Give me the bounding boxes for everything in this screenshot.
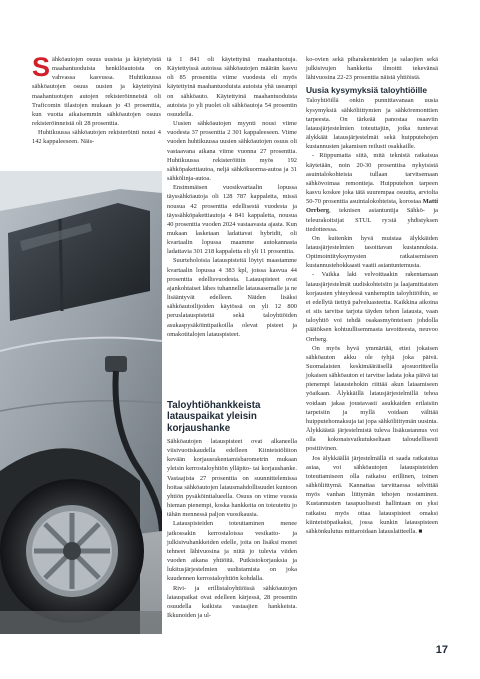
paragraph: Huhtikuussa sähköautojen rekisteröinti nousi 4 142 kappaleeseen. Näis-: [32, 129, 161, 146]
intro-text: ähköautojen osuus uusista ja käytetyistä maahantuoduista henkilöautoista on vahvassa kasvussa. Huhtikuussa sähköautojen osuus uusien ja käytettyinä maahantuotujen autojen rekisteröinneistä oli Traficomin tilastojen mukaan jo 43 prosenttia, kun vuotta aikaisemmin sähköautojen osuus rekisteröinneistä oli 28 prosenttia.: [32, 56, 161, 128]
paragraph: [306, 454, 438, 536]
paragraph: Sähköautojen latauspisteet ovat alkaneella viisivuotiskaudella edelleen Kiinteistöliiton kevään korjausrakentamisbarometrin mukaan yleisin kerrostaloyhtiön ylläpito- tai korjaushanke. Vastaajista 27 prosenttia on suunnittelemissa hoitaa sähköautojen latausmahdollisuudet kuntoon yhtiön pysäköintialueella. Osuus on viime vuosia hieman pienempi, koska hankkeita on toteutettu jo tähän mennessä paljon vuosikausia.: [167, 438, 297, 519]
section-heading: Uusia kysymyksiä taloyhtiöille: [306, 85, 428, 96]
drop-cap: S: [32, 52, 51, 82]
quote-text-tail: , teknisen asiantuntija Sähkö- ja teleurakoitsijat STUL ry:stä yhdistyksen tiedotteessa.: [306, 207, 438, 233]
section-heading: Taloyhtiöhankkeista latauspaikat yleisin korjaushanke: [167, 400, 261, 434]
author-name: Matti Orrberg: [306, 198, 438, 215]
paragraph: Uusien sähköautojen myynti nousi viime vuodesta 37 prosenttia 2 301 kappaleeseen. Viime vuoden huhtikuussa uusien sähköautojen osuus oli vastaavana aikana viime vuonna 27 prosenttia. Huhtikuussa rekisteröitiin myös 192 sähköpakettiautoa, neljä sähkökuorma-autoa ja 31 sähkölinja-autoa.: [167, 120, 297, 183]
paragraph: On kuitenkin hyvä muistaa älykkäiden latausjärjestelmien tasoittavan kustannuksia. Optimointityksymysten ratkaisemiseen kustannustehokkaasti vaatii asiantuntemusta.: [306, 234, 438, 270]
end-mark: ■: [418, 527, 423, 535]
paragraph: Ensimmäisen vuosikvartaalin lopussa täyssähköautoja oli 128 787 kappaletta, missä nousua 42 prosenttia edellisestä vuodesta ja täyssähköpakettiautoja 4 841 kappaletta, nousua 40 prosenttia vuoden 2024 vastaavasta ajasta. Kun mukaan lasketaan ladattavat hybridit, oli kvartaalin lopussa maamme autokannasta ladattavia 301 218 kappaletta eli yli 11 prosenttia.: [167, 184, 297, 256]
page-number: 17: [435, 644, 448, 656]
paragraph: ko-ovien sekä piharakenteiden ja salaojien sekä julkisivujen hankkeita ilmoitti tekevänsä lähivuosina 22-23 prosenttia näistä yhtiöistä.: [306, 56, 438, 82]
intro-paragraph: [32, 52, 161, 128]
quote-text: - Riippumatta siitä, mitä teknistä ratkaisua käytetään, noin 20-30 prosenttisa nykyisistä asuintalokohteista tullaan tarvitsemaan sähkövoimaa remontteja. Huipputehon tarpeen kasvu koskee joka tätä suurempaa osuutta, arviolta 50-70 prosenttia asuintalokohteista, korostaa: [306, 152, 438, 206]
paragraph: tä 1 841 oli käytettyinä maahantuotuja. Käytettyissä autoissa sähköautojen määrän kasvu oli 85 prosenttia viime vuodesta eli myös käytettyinä maahantuoduista autoista yhä useampi on sähköauto. Käytettyinä maahantuoduista autoista jo yli puolet oli sähköautoja 54 prosentin osuudella.: [167, 56, 297, 118]
paragraph: Rivi- ja erillistaloyhtiöissä sähköautojen latauspaikat ovat edelleen kärjessä, 28 prosentin osuudella kaikista vastaajien hankkeista. Ikkunoiden ja ul-: [167, 584, 297, 619]
column-1: [32, 52, 161, 147]
paragraph: On myös hyvä ymmärtää, ettei jokaisen sähköauton akku ole tyhjä joka päivä. Suomalaisten keskimääräisellä ajosuoritteella jokaisen sähköauton ei tarvitse ladata joka päivä tai pienempi lataustehokin riittää akun lataamiseen yöaikaan. Älykkäillä latausjärjestelmillä tehoa voidaan jakaa joustavasti asukkaiden erilaisiin tarpeisiin ja myllä voidaan välttää huipputehomaksuja tai jopa sähköliittymän uusinta. Älykkäästä järjestelmistä tuleva lisäkustannus voi olla kokonaisvaikutukseltaan taloudellisesti positiivinen.: [306, 344, 438, 453]
paragraph: Latauspisteiden toteuttaminen menee jatkossakin kerrostaloissa vesikatto- ja julkisivuhankkeiden edelle, joita on lisäksi monet tehneet lähivuosina ja niitä jo tulevia viiden vuoden aikana yhtiöitä. Putkistokorjauksia ja lukitusjärjestelmien uudistamista on joka kuudennen kerrostaloyhtiön kohdalla.: [167, 520, 297, 583]
quote-paragraph: [306, 151, 438, 233]
paragraph-text: Jos älykkäällä järjestelmällä ei saada ratkaistua asiaa, voi sähköautojen latauspisteiden toteuttamiseen olla ratkaisu erillinen, toinen sähköliittymä. Kannattaa tarvittaessa selvittää myös vanhan liittymän tehojen nostaminen. Kustannusten tasapuolisesti hallintaan on yksi ratkaisu myös ottaa latauspisteet omaksi kiinteistöpaikaksi, jossa kunkin latauspisteen sähkönkulutus mittaroidaan latauslaitteella.: [306, 454, 438, 535]
column-2: [167, 55, 297, 339]
paragraph: Suurteholoisia latauspisteitä löytyi maastamme kvartaalin lopussa 4 383 kpl, joissa kasvua 44 prosenttia edellisvuodesta. Latauspisteet ovat ajankohtaiset lähes tuhannelle latausasemalle ja ne lisääntyvät edelleen. Näiden lisäksi sähköautoilijoiden käytössä on yli 12 800 peruslatauspistettä sekä taloyhtiöiden asukaspysäköintipaikoilla olevat pisteet ja omakotitalojen latauspisteet.: [167, 257, 297, 338]
paragraph: Taloyhtiöillä onkin punnittavanaan uusia kysymyksiä sähköliittymien ja sähköremonttien tarpeesta. On tärkeää panostaa osaaviin latausjärjestelmien toteuttajiin, jotka tuntevat älykkäät latausjärjestelmät sekä huipputehojen kustannusten jakamisen reilusti osakkaille.: [306, 97, 438, 151]
column-3: [306, 55, 438, 536]
column-2-section: [167, 437, 297, 620]
paragraph: - Vaikka laki velvoittaakin rakentamaan latausjärjestelmät uudiskohteisiin ja laajamittaisten korjausten yhteydessä vanhempiin taloyhtiöihin, se ei edellytä tiettyä palveluasteetta. Kaikkina aikoina ei siis tarvitse tarjota täyden tehon latausta, vaan taloyhtiö voi tehdä osakasmyönteisen johdolla päätöksen kohtuullisemmasta tavoitteesta, neuvoo Orrberg.: [306, 271, 438, 343]
car-charging-photo: [0, 171, 162, 634]
